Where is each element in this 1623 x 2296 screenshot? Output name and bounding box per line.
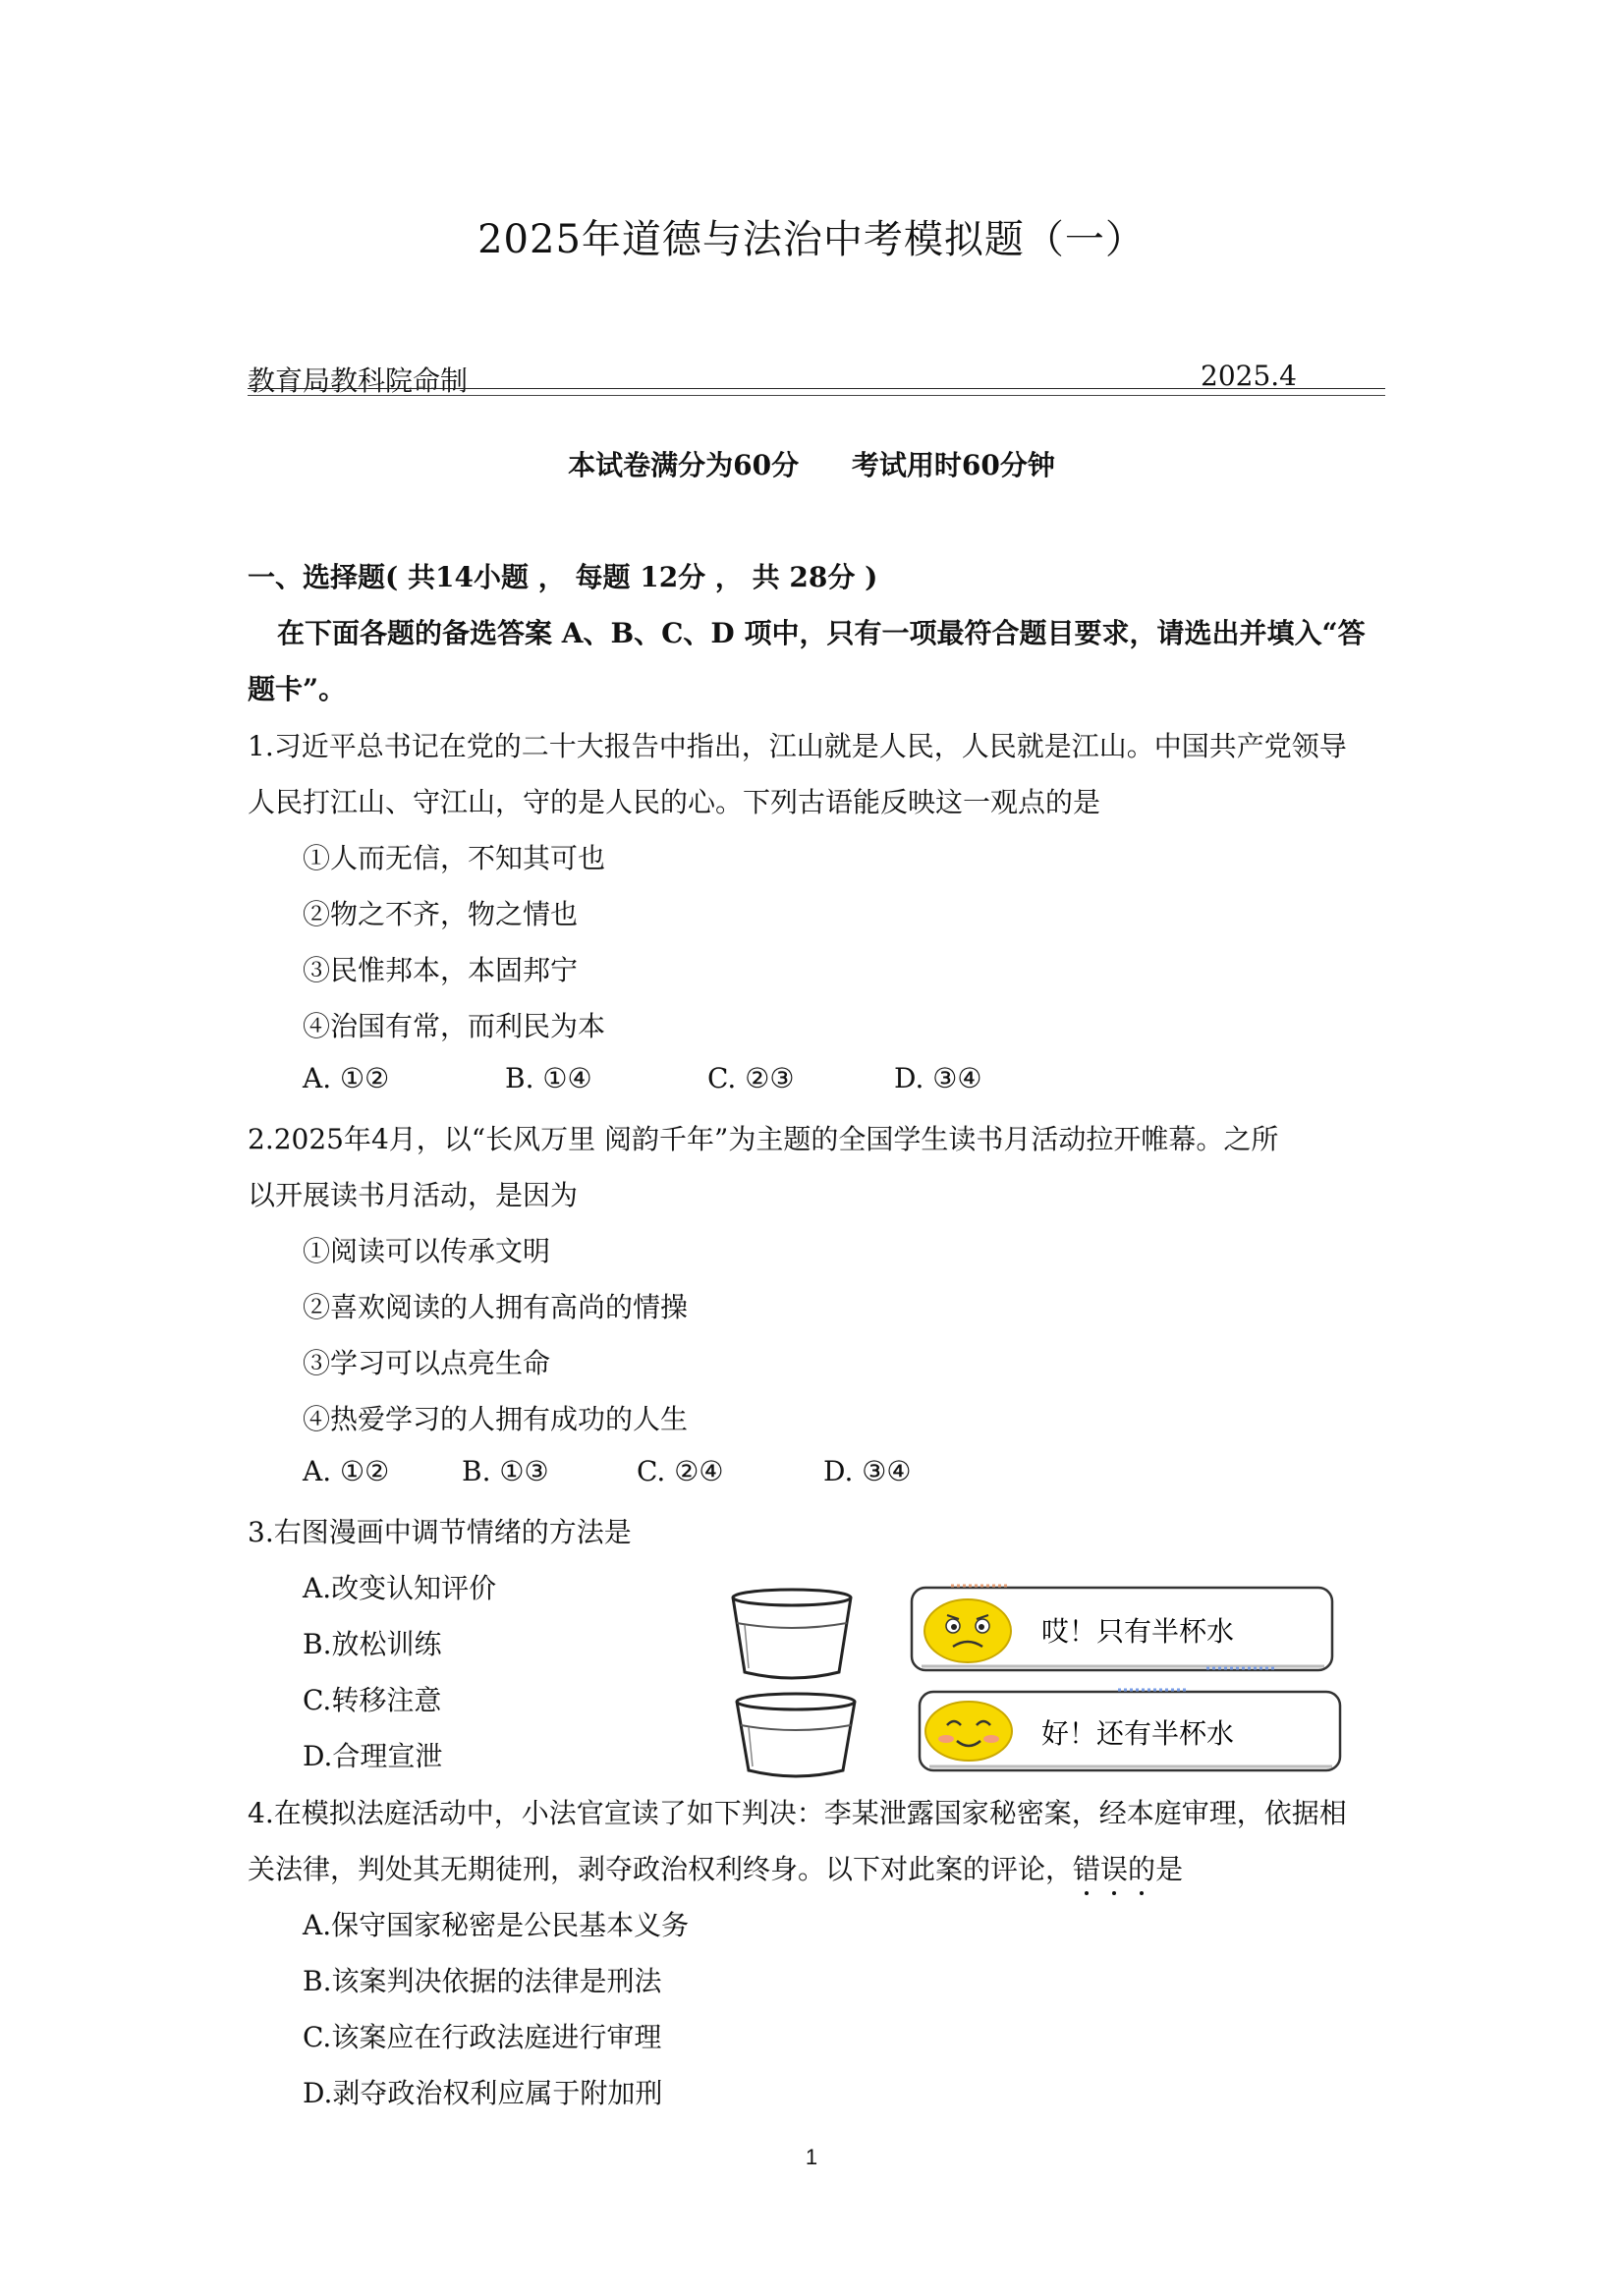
q4-option-c[interactable]: C.该案应在行政法庭进行审理 (303, 2021, 662, 2053)
q3-option-a[interactable]: A.改变认知评价 (303, 1572, 497, 1604)
emphasis-char: 错 (1073, 1853, 1101, 1885)
q1-stem-line1: 1.习近平总书记在党的二十大报告中指出，江山就是人民，人民就是江山。中国共产党领导 (248, 730, 1347, 762)
glass-icon (737, 1694, 855, 1776)
q4-option-b[interactable]: B.该案判决依据的法律是刑法 (303, 1965, 662, 1997)
speech-bubble-happy (920, 1690, 1340, 1770)
issuer: 教育局教科院命制 (248, 364, 469, 397)
q1-option-c[interactable]: C. ②③ (707, 1062, 795, 1094)
q1-option-b[interactable]: B. ①④ (505, 1062, 592, 1094)
q2-option-a[interactable]: A. ①② (303, 1455, 390, 1487)
q2-option-c[interactable]: C. ②④ (637, 1455, 724, 1487)
speech-bubble-sad (912, 1586, 1332, 1670)
glass-icon (733, 1590, 851, 1678)
q1-option-d[interactable]: D. ③④ (894, 1062, 982, 1094)
smiling-face-icon (925, 1702, 1012, 1761)
q2-item-1: ①阅读可以传承文明 (303, 1235, 551, 1267)
bubble-happy-text: 好！还有半杯水 (1041, 1717, 1235, 1750)
exam-info (0, 444, 1623, 483)
sad-face-icon (924, 1599, 1011, 1662)
page-number: 1 (805, 2145, 818, 2169)
q3-option-b[interactable]: B.放松训练 (303, 1628, 442, 1660)
q2-option-b[interactable]: B. ①③ (462, 1455, 549, 1487)
q4-option-a[interactable]: A.保守国家秘密是公民基本义务 (303, 1909, 690, 1941)
q1-item-2: ②物之不齐，物之情也 (303, 898, 579, 930)
q1-item-4: ④治国有常，而利民为本 (303, 1010, 606, 1042)
q3-stem: 3.右图漫画中调节情绪的方法是 (248, 1516, 632, 1548)
q2-stem-line1: 2.2025年4月，以“长风万里 阅韵千年”为主题的全国学生读书月活动拉开帷幕。之所 (248, 1123, 1279, 1155)
q1-item-3: ③民惟邦本，本固邦宁 (303, 954, 579, 986)
header-rule-bottom (248, 395, 1385, 396)
q2-stem-line2: 以开展读书月活动，是因为 (248, 1179, 579, 1211)
q1-option-a[interactable]: A. ①② (303, 1062, 390, 1094)
q4-option-d[interactable]: D.剥夺政治权利应属于附加刑 (303, 2077, 663, 2109)
section-heading: 一、选择题( 共14小题 ， 每题 12分 ， 共 28分 ) (248, 561, 878, 593)
q2-item-3: ③学习可以点亮生命 (303, 1347, 551, 1379)
header-rule-top (248, 388, 1385, 389)
q1-stem-line2: 人民打江山、守江山，守的是人民的心。下列古语能反映这一观点的是 (248, 786, 1101, 818)
q4-stem-line2-suffix: 是 (1155, 1853, 1184, 1885)
q3-option-d[interactable]: D.合理宣泄 (303, 1740, 443, 1772)
time-info: 考试用时60分钟 (851, 449, 1055, 481)
half-glass-cartoon (725, 1582, 1354, 1778)
q3-option-c[interactable]: C.转移注意 (303, 1684, 442, 1716)
exam-date: 2025.4 (1201, 360, 1297, 392)
q2-item-4: ④热爱学习的人拥有成功的人生 (303, 1403, 689, 1435)
score-info: 本试卷满分为60分 (568, 449, 800, 481)
q4-stem-line1: 4.在模拟法庭活动中，小法官宣读了如下判决：李某泄露国家秘密案，经本庭审理，依据相 (248, 1797, 1347, 1829)
q2-item-2: ②喜欢阅读的人拥有高尚的情操 (303, 1291, 689, 1323)
q1-item-1: ①人而无信，不知其可也 (303, 842, 606, 874)
emphasis-char: 的 (1128, 1853, 1156, 1885)
emphasis-char: 误 (1100, 1853, 1129, 1885)
bubble-sad-text: 哎！只有半杯水 (1041, 1615, 1235, 1648)
q4-stem-line2-prefix: 关法律，判处其无期徒刑，剥夺政治权利终身。以下对此案的评论， (248, 1853, 1074, 1885)
q4-stem-line2 (248, 1848, 1183, 1887)
q2-option-d[interactable]: D. ③④ (823, 1455, 912, 1487)
page-title: 2025年道德与法治中考模拟题（一） (477, 217, 1146, 262)
section-instruction-line2: 题卡”。 (248, 673, 347, 705)
section-instruction-line1: 在下面各题的备选答案 A、B、C、D 项中，只有一项最符合题目要求，请选出并填入“答 (277, 617, 1366, 649)
